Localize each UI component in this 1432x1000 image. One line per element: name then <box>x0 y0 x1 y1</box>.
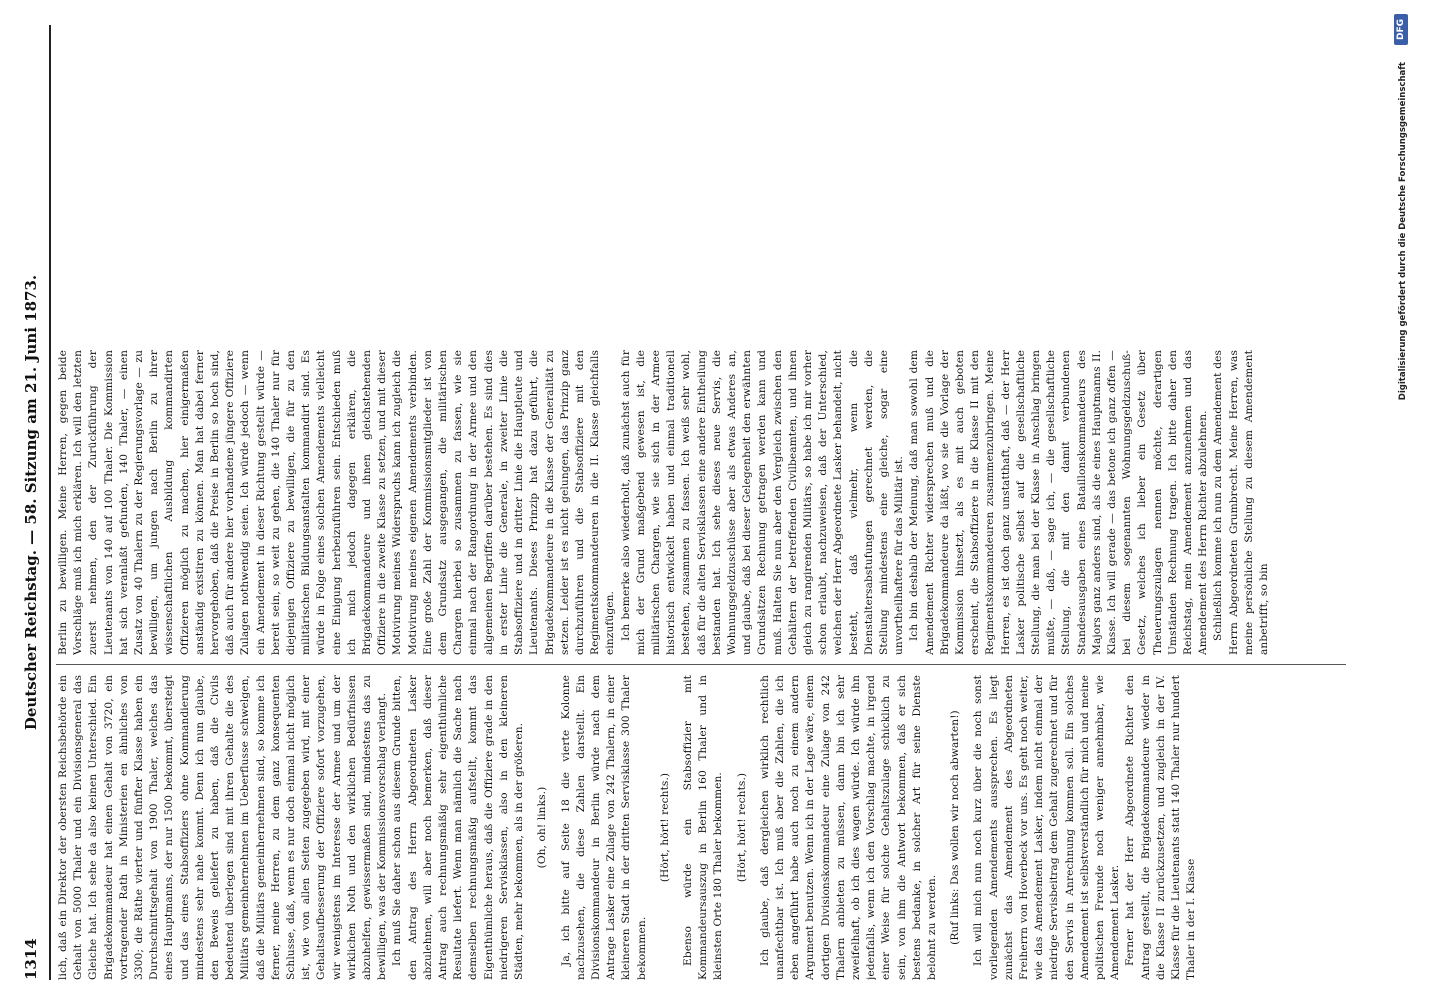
dfg-logo: DFG <box>1394 14 1408 45</box>
paragraph: Berlin zu bewilligen. Meine Herren, gegen beide Vorschläge muß ich mich erklären. Ich will den letzten zuerst nehmen, den der Zurückführung der Lieutenants von 140 auf 100 Thaler. Die Kommission hat sich veranlaßt gefunden, 140 Thaler, — einen Zusatz von 40 Thalern zu der Regierungsvorlage — zu bewilligen, um jungen nach Berlin zu ihrer wissenschaftlichen Ausbildung kommandirten Offizieren möglich zu machen, hier einigermaßen anständig existiren zu können. Man hat dabei ferner hervorgehoben, daß die Preise in Berlin so hoch sind, daß auch für andere hier vorhandene jüngere Offiziere Zulagen nothwendig seien. Ich würde jedoch — wenn ein Amendement in dieser Richtung gestellt würde — bereit sein, so weit zu gehen, die 140 Thaler nur für diejenigen Offiziere zu bewilligen, die für zu den militärischen Bildungsanstalten kommandirt sind. Es würde in Folge eines solchen Amendements vielleicht eine Einigung herbeizuführen sein. Entschieden muß ich mich jedoch dagegen erklären, die Brigadekommandeure und ihnen gleichstehenden Offiziere in die zweite Klasse zu setzen, und mit dieser Motivirung meines Widerspruchs kann ich zugleich die Motivirung meines eigenen Amendements verbinden. Eine große Zahl der Kommissionsmitglieder ist von dem Grundsatz ausgegangen, die militärischen Chargen hierbei so zusammen zu fassen, wie sie einmal nach der Rangordnung in der Armee und den allgemeinen Begriffen darüber bestehen. Es sind dies in erster Linie die Generale, in zweiter Linie die Stabsoffiziere und in dritter Linie die Hauptleute und Lieutenants. Dieses Prinzip hat dazu geführt, die Brigadekommandeure in die Klasse der Generalität zu setzen. Leider ist es nicht gelungen, das Prinzip ganz durchzuführen und die Stabsoffiziere mit den Regimentskommandeuren in die II. Klasse gleichfalls einzufügen. <box>57 350 617 655</box>
funding-notice <box>1380 0 1420 1000</box>
paragraph: Ich muß Sie daher schon aus diesem Grunde bitten, den Antrag des Herrn Abgeordneten Lasker abzulehnen, will aber noch bemerken, daß dieser Antrag auch rechnungsmäßig sehr eigenthümliche Resultate liefert. Wenn man nämlich die Sache nach demselben rechnungsmäßig aufstellt, kommt das Eigenthümliche heraus, daß die Offiziere grade in den niedrigeren Servisklassen, also in den kleineren Städten, mehr bekommen, als in der größeren. <box>391 675 526 980</box>
page-header <box>14 25 46 980</box>
paragraph: Ich bin deshalb der Meinung, daß man sowohl dem Amendement Richter widersprechen muß und die Brigadekommandeure da läßt, wo sie die Vorlage der Kommission hinsetzt, als es mit auch geboten erscheint, die Stabsoffiziere in die Klasse II mit den Regimentskommandeuren zusammenzubringen. Meine Herren, es ist doch ganz unstatthaft, daß — der Herr Lasker politische selbst auf die gesellschaftliche Stellung, die man bei der Klasse in Anschlag bringen mußte, — daß, — sage ich, — die gesellschaftliche Stellung, die mit den damit verbundenen Standesausgaben eines Bataillonskommandeurs des Majors ganz anders sind, als die eines Hauptmanns II. Klasse. Ich will gerade — das betone ich ganz offen — bei diesem sogenannten Wohnungsgeldzuschuß-Gesetz, welches ich lieber ein Gesetz über Theuerungszulagen nennen möchte, derartigen Umständen Rechnung tragen. Ich bitte daher den Reichstag, mein Amendement anzunehmen und das Amendement des Herrn Richter abzulehnen. <box>908 350 1210 655</box>
interjection: (Hört, hört! rechts.) <box>735 772 748 883</box>
paragraph: Schließlich komme ich nun zu dem Amendement des Herrn Abgeordneten Grumbrecht. Meine Herren, was meine persönliche Stellung zu diesem Amendement anbetrifft, so bin <box>1212 350 1271 655</box>
funding-text: Digitalisierung gefördert durch die Deutsche Forschungsgemeinschaft <box>1398 62 1408 401</box>
paragraph: Ich bemerke also wiederholt, daß zunächst auch für mich der Grund maßgebend gewesen ist, die militärischen Chargen, wie sie sich in der Armee historisch entwickelt haben und einmal traditionell bestehen, zusammen zu fassen. Ich weiß sehr wohl, daß für die alten Servisklassen eine andere Eintheilung bestanden hat. Ich sehe dieses neue Servis, die Wohnungsgeldzuschüsse aber als etwas Anderes an, und glaube, daß bei dieser Gelegenheit den erwähnten Grundsätzen Rechnung getragen werden kann und muß. Halten Sie nun aber den Vergleich zwischen den Gehältern der betreffenden Civilbeamten, und ihnen gleich zu rangirenden Militärs, so habe ich mir vorher schon erlaubt, nachzuweisen, daß der Unterschied, welchen der Herr Abgeordnete Lasker behandelt, nicht besteht, daß vielmehr, wenn die Dienstaltersabstufungen gerechnet werden, die Stellung mindestens eine gleiche, sogar eine unvortheilhaftere für das Militär ist. <box>619 350 906 655</box>
header-rule <box>49 25 51 980</box>
paragraph: Ja, ich bitte auf Seite 18 die vierte Kolonne nachzusehen, die diese Zahlen darstellt. Ein Divisionskommandeur in Berlin würde nach dem Antrage Lasker eine Zulage von 242 Thalern, in einer kleineren Stadt in der dritten Servisklasse 300 Thaler bekommen. <box>559 675 648 980</box>
paragraph: Ich will mich nun noch kurz über die noch sonst vorliegenden Amendements aussprechen. Es liegt zunächst das Amendement des Abgeordneten Freiherrn von Hoverbeck vor uns. Es geht noch weiter, wie das Amendement Lasker, indem nicht einmal der niedrige Servisbeitrag dem Gehalt zugerechnet und für den Servis in Anrechnung kommen soll. Ein solches Amendement ist selbstverständlich für mich und meine politischen Freunde noch weniger annehmbar, wie Amendement Lasker. <box>972 675 1122 980</box>
paragraph: Ich glaube, daß dergleichen wirklich rechtlich unanfechtbar ist. Ich muß aber die Zahlen, die ich eben angeführt habe auch noch zu einem andern Argument benutzen. Wenn ich in der Lage wäre, einem dortigen Divisionskommandeur eine Zulage von 242 Thalern anbieten zu müssen, dann bin ich sehr zweifelhaft, ob ich dies wagen würde. Ich würde ihn jedenfalls, wenn ich den Vorschlag machte, in irgend einer Weise für solche Gehaltszulage schicklich zu sein, von ihm die Antwort bekommen, daß er sich bestens bedanke, in solcher Art für seine Dienste belohnt zu werden. <box>758 675 938 980</box>
interjection: (Ruf links: Das wollen wir noch abwarten!) <box>949 710 962 945</box>
page-title: Deutscher Reichstag. — 58. Sitzung am 21. Juni 1873. <box>22 274 40 731</box>
paragraph: Ferner hat der Herr Abgeordnete Richter den Antrag gestellt, die Brigadekommandeure wieder in die Klasse II zurückzusetzen, und zugleich in der IV. Klasse für die Lieutenants statt 140 Thaler nur hundert Thaler in der I. Klasse <box>1124 675 1198 980</box>
page-number: 1314 <box>22 938 40 980</box>
column-divider <box>56 664 1346 665</box>
text-column-left <box>56 675 1356 980</box>
paragraph: Ebenso würde ein Stabsoffizier mit Kommandeursauszug in Berlin 160 Thaler und in kleinsten Orte 180 Thaler bekommen. <box>681 675 725 980</box>
interjection: (Oh, oh! links.) <box>536 786 549 869</box>
text-column-middle <box>56 350 1356 655</box>
interjection: (Hört, hört! rechts.) <box>658 772 671 883</box>
paragraph: lich, daß ein Direktor der obersten Reichsbehörde ein Gehalt von 5000 Thaler und ein Divisionsgeneral das Gleiche hat. Ich sehe da also keinen Unterschied. Ein Brigadekommandeur hat einen Gehalt von 3720, ein vortragender Rath in Ministerien en ähnliches von 3300; die Räthe vierter und fünfter Klasse haben ein Durchschnittsgehalt von 1900 Thaler, welches das eines Hauptmanns, der nur 1500 bekommt, übersteigt und das eines Stabsoffiziers ohne Kommandierung mindestens sehr nahe kommt. Denn ich nun glaube, den Beweis geliefert zu haben, daß die Civils bedeutend überlegen sind mit ihren Gehalte die des Militärs gemeinhernehmen im Ueberflusse schwelgen, daß die Militärs gemeinhernehmen sind, so komme ich ferner, meine Herren, zu dem ganz konsequenten Schlusse, daß, wenn es nur doch einmal nicht möglich ist, wie von allen Seiten zugegeben wird, mit einer Gehaltsaufbesserung der Offiziere sofort vorzugehen, wir wenigstens im Interesse der Armee und um der wirklichen Noth und den wirklichen Bedürfnissen abzuhelfen, gewissermaßen sind, mindestens das zu bewilligen, was der Kommissionsvorschlag verlangt. <box>57 675 389 980</box>
